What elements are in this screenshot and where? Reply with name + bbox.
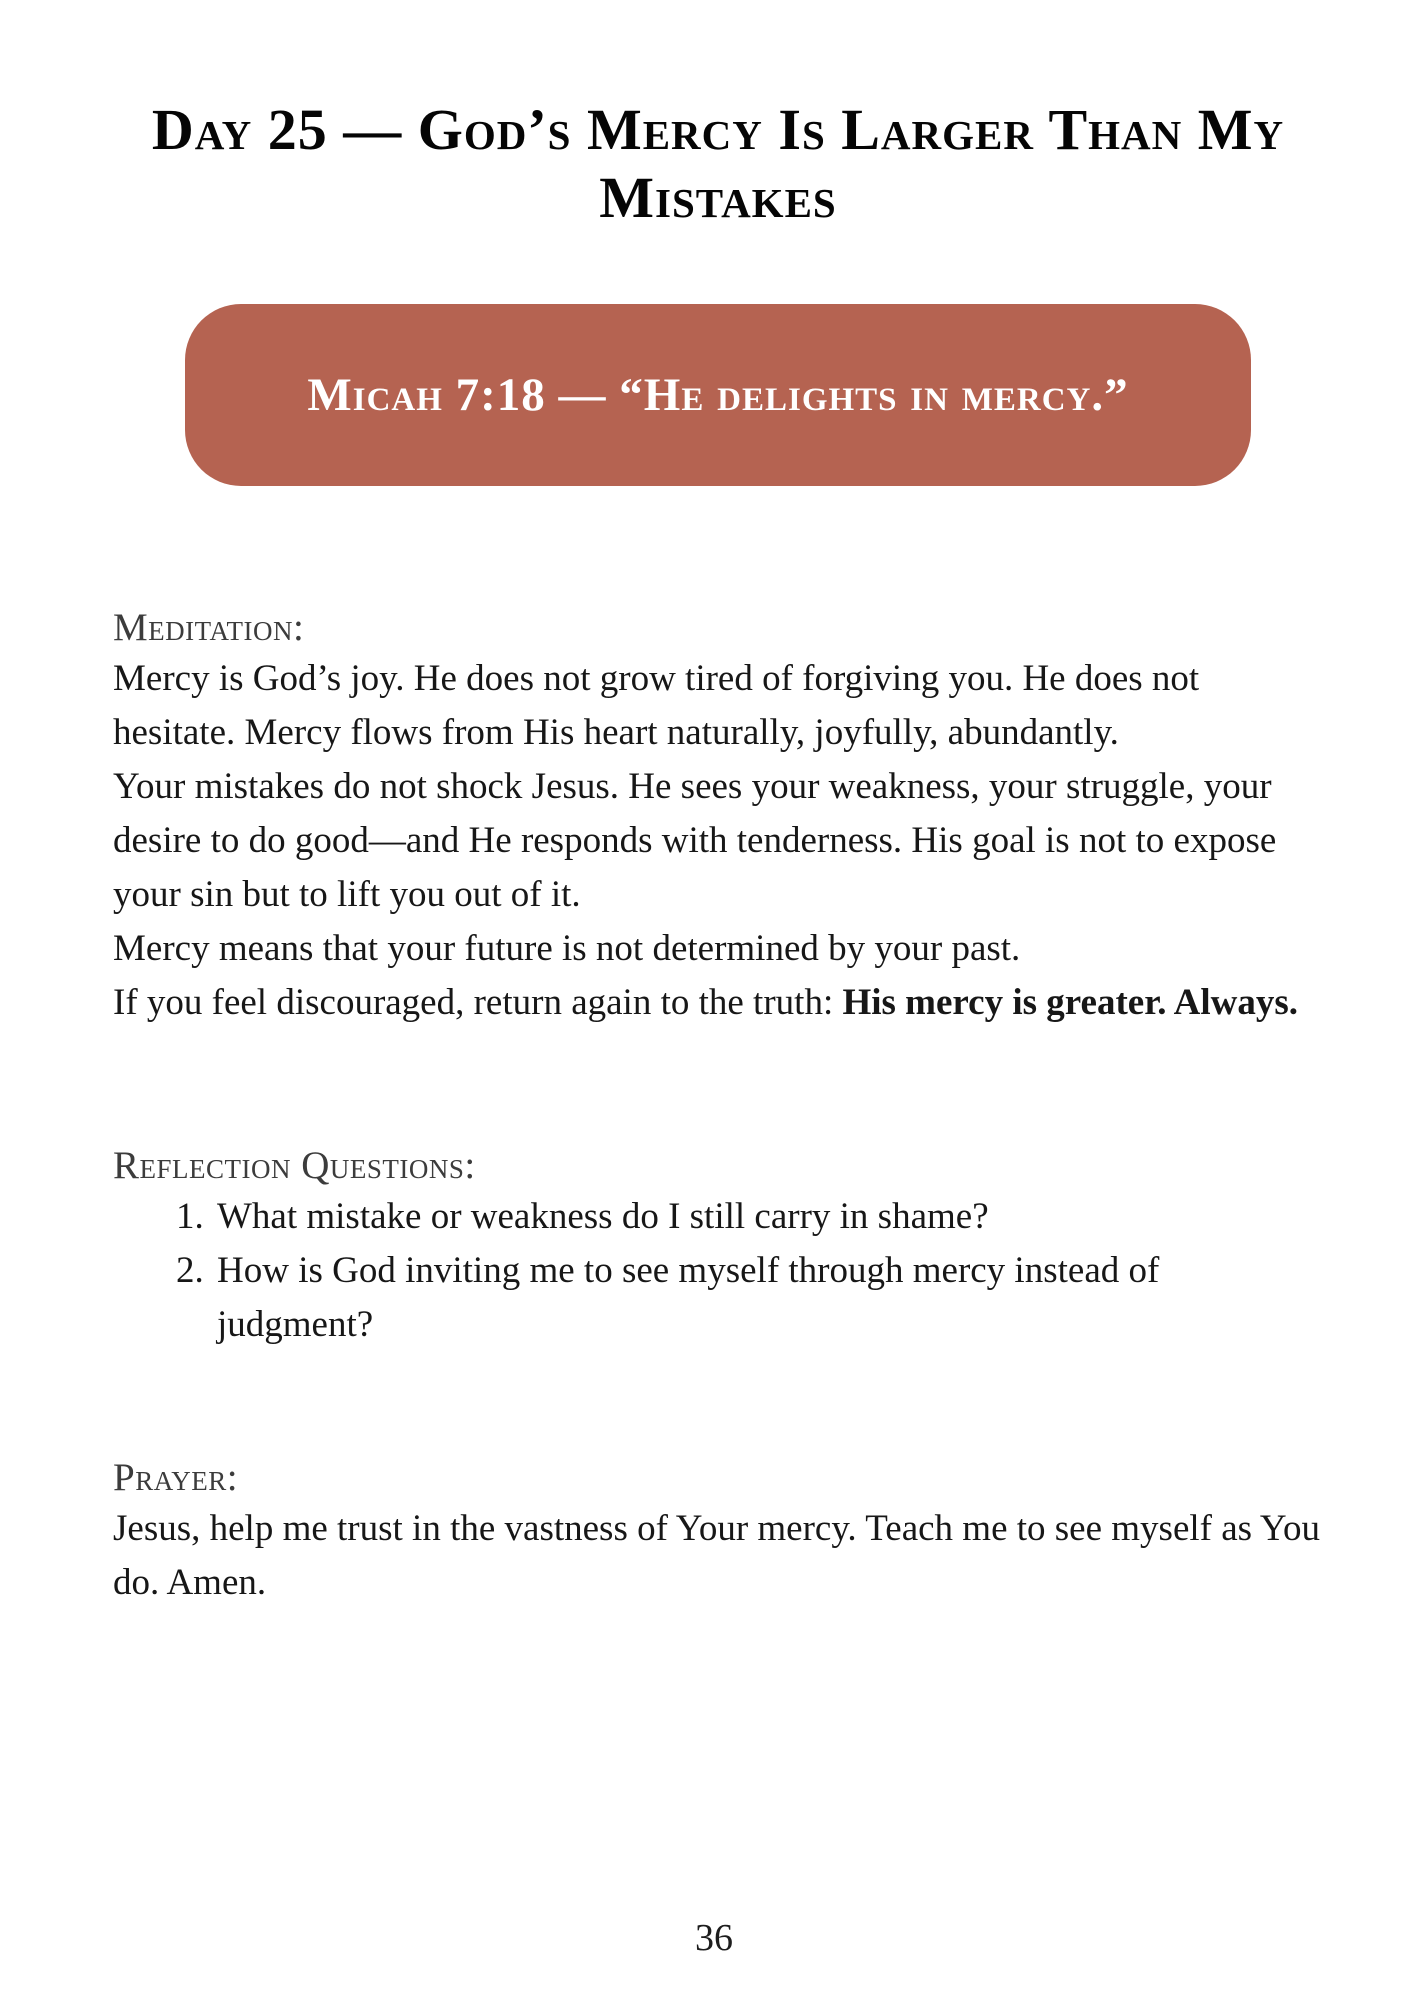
verse-banner [185,304,1251,486]
prayer-section [113,1454,1323,1610]
prayer-body [113,1502,1323,1610]
paragraph-text: Mercy is God’s joy. He does not grow tired of forgiving you. He does not hesitate. Mercy flows from His heart naturally, joyfully, abundantly. [113,658,1200,753]
paragraph-text: Mercy means that your future is not determined by your past. [113,928,1021,969]
meditation-section [113,604,1323,1030]
meditation-body [113,652,1323,1030]
paragraph-bold-text: His mercy is greater. Always. [842,982,1299,1023]
reflection-question-list [113,1190,1323,1352]
meditation-paragraph [113,922,1323,976]
reflection-heading: Reflection Questions: [113,1144,476,1187]
reflection-question: 1. What mistake or weakness do I still carry in shame? [213,1190,1323,1244]
reflection-question: 2. How is God inviting me to see myself through mercy instead of judgment? [213,1244,1323,1352]
page-number: 36 [695,1917,733,1959]
paragraph-text: Your mistakes do not shock Jesus. He sees your weakness, your struggle, your desire to do good—and He responds with tenderness. His goal is not to expose your sin but to lift you out of it. [113,766,1277,915]
prayer-heading: Prayer: [113,1456,239,1499]
prayer-text: Jesus, help me trust in the vastness of Your mercy. Teach me to see myself as You do. Amen. [113,1508,1320,1603]
meditation-paragraph [113,652,1323,760]
meditation-paragraph [113,760,1323,922]
page-title: Day 25 — God’s Mercy Is Larger Than My Mistakes [151,97,1285,230]
meditation-heading: Meditation: [113,606,305,649]
reflection-section [113,1142,1323,1352]
paragraph-text: If you feel discouraged, return again to the truth: [113,982,843,1023]
verse-banner-text: Micah 7:18 — “He delights in mercy.” [307,369,1129,421]
meditation-paragraph [113,976,1323,1030]
